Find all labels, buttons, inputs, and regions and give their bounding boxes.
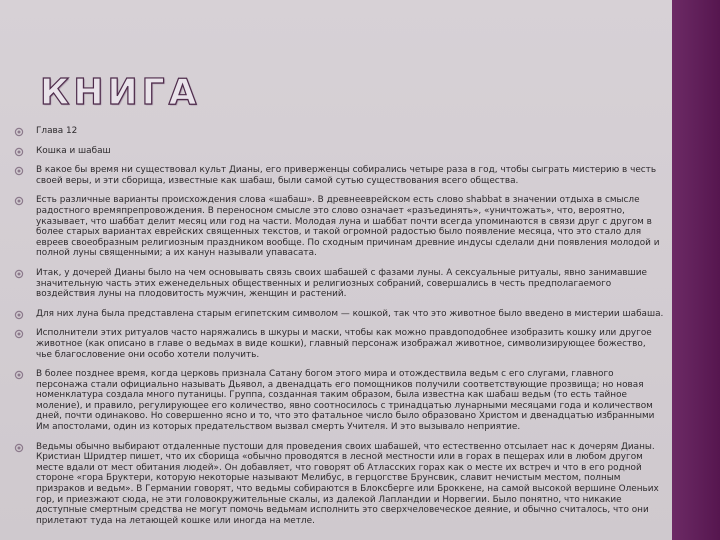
list-item <box>14 369 664 433</box>
bullet-icon <box>14 269 24 279</box>
list-item <box>14 165 664 186</box>
bullet-icon <box>14 127 24 137</box>
list-item <box>14 268 664 300</box>
list-item-text: Исполнители этих ритуалов часто наряжались в шкуры и маски, чтобы как можно правдоподобнее изобразить кошку или другое животное (как описано в главе о ведьмах в виде кошки), главный персонаж изображал животное, символизирующее божество, чье благословение они особо хотели получить. <box>36 328 652 360</box>
list-item <box>14 126 664 137</box>
slide-title: КНИГА <box>40 72 201 113</box>
bullet-icon <box>14 147 24 157</box>
list-item <box>14 328 664 360</box>
bullet-icon <box>14 329 24 339</box>
bullet-icon <box>14 370 24 380</box>
bullet-icon <box>14 310 24 320</box>
list-item <box>14 442 664 527</box>
list-item-text: Кошка и шабаш <box>36 145 111 156</box>
list-item <box>14 309 664 320</box>
list-item-text: В более позднее время, когда церковь признала Сатану богом этого мира и отождествила ведьм с его слугами, главного персонажа стали официально называть Дьявол, а двенадцать его помощников получили соответствующие прозвища; но новая номенклатура создала много путаницы. Группа, созданная таким образом, была известна как шабаш ведьм (то есть тайное моление), и правило, регулирующее его количество, явно соотносилось с тринадцатью лунарными месяцами года и количеством дней, почти одинаково. Но совершенно ясно и то, что это фатальное число было образовано Христом и двенадцатью избранными Им апостолами, один из которых предательством вызвал смерть Учителя. И это вызывало неприятие. <box>36 369 655 433</box>
list-item-text: Итак, у дочерей Дианы было на чем основывать связь своих шабашей с фазами луны. А сексуальные ритуалы, явно занимавшие значительную часть этих еженедельных общественных и религиозных собраний, совершались в честь предполагаемого воздействия луны на плодовитость мужчин, женщин и растений. <box>36 267 647 300</box>
right-accent-border <box>672 0 720 540</box>
bullet-icon <box>14 196 24 206</box>
bullet-icon <box>14 166 24 176</box>
list-item <box>14 146 664 157</box>
list-item-text: В какое бы время ни существовал культ Дианы, его приверженцы собирались четыре раза в год, чтобы сыграть мистерию в честь своей веры, и эти сборища, известные как шабаш, были самой сутью существования всего общества. <box>36 165 657 186</box>
list-item <box>14 195 664 259</box>
list-item-text: Глава 12 <box>36 126 78 136</box>
list-item-text: Есть различные варианты происхождения слова «шабаш». В древнееврейском есть слово shabbat в значении отдыха в смысле радостного времяпрепровождения. В переносном смысле это слово означает «разъединять», «уничтожать», что, вероятно, указывает, что шаббат делит месяц или год на части. Молодая луна и шаббат почти всегда упоминаются в связи друг с другом в более старых вариантах еврейских священных текстов, и такой огромной радостью было появление месяца, что это стало для евреев своеобразным религиозным праздником вообще. По сходным причинам древние индусы сделали дни появления молодой и полной луны священными; а их канун называли упавасата. <box>36 195 660 259</box>
bullet-list <box>14 126 664 535</box>
list-item-text: Ведьмы обычно выбирают отдаленные пустоши для проведения своих шабашей, что естественно отсылает нас к дочерям Дианы. Кристиан Шридтер пишет, что их сборища «обычно проводятся в лесной местности или в горах в пещерах или в любом другом месте вдали от мест обитания людей». Он добавляет, что говорят об Атласских горах как о месте их встреч и что в его родной стороне «гора Бруктери, которую некоторые называют Мелибус, в герцогстве Брунсвик, славит нечистым местом, полным призраков и ведьм». В Германии говорят, что ведьмы собираются в Блоксберге или Броккене, на самой высокой вершине Оленьих гор, и приезжают сюда, не эти головокружительные скалы, из далекой Лапландии и Норвегии. Было понятно, что никакие доступные смертным средства не могут помочь ведьмам исполнить это сверхчеловеческое деяние, и обычно считалось, что они прилетают туда на летающей кошке или иногда на метле. <box>36 441 659 526</box>
bullet-icon <box>14 443 24 453</box>
list-item-text: Для них луна была представлена старым египетским символом — кошкой, так что это животное было введено в мистерии шабаша. <box>36 308 664 319</box>
